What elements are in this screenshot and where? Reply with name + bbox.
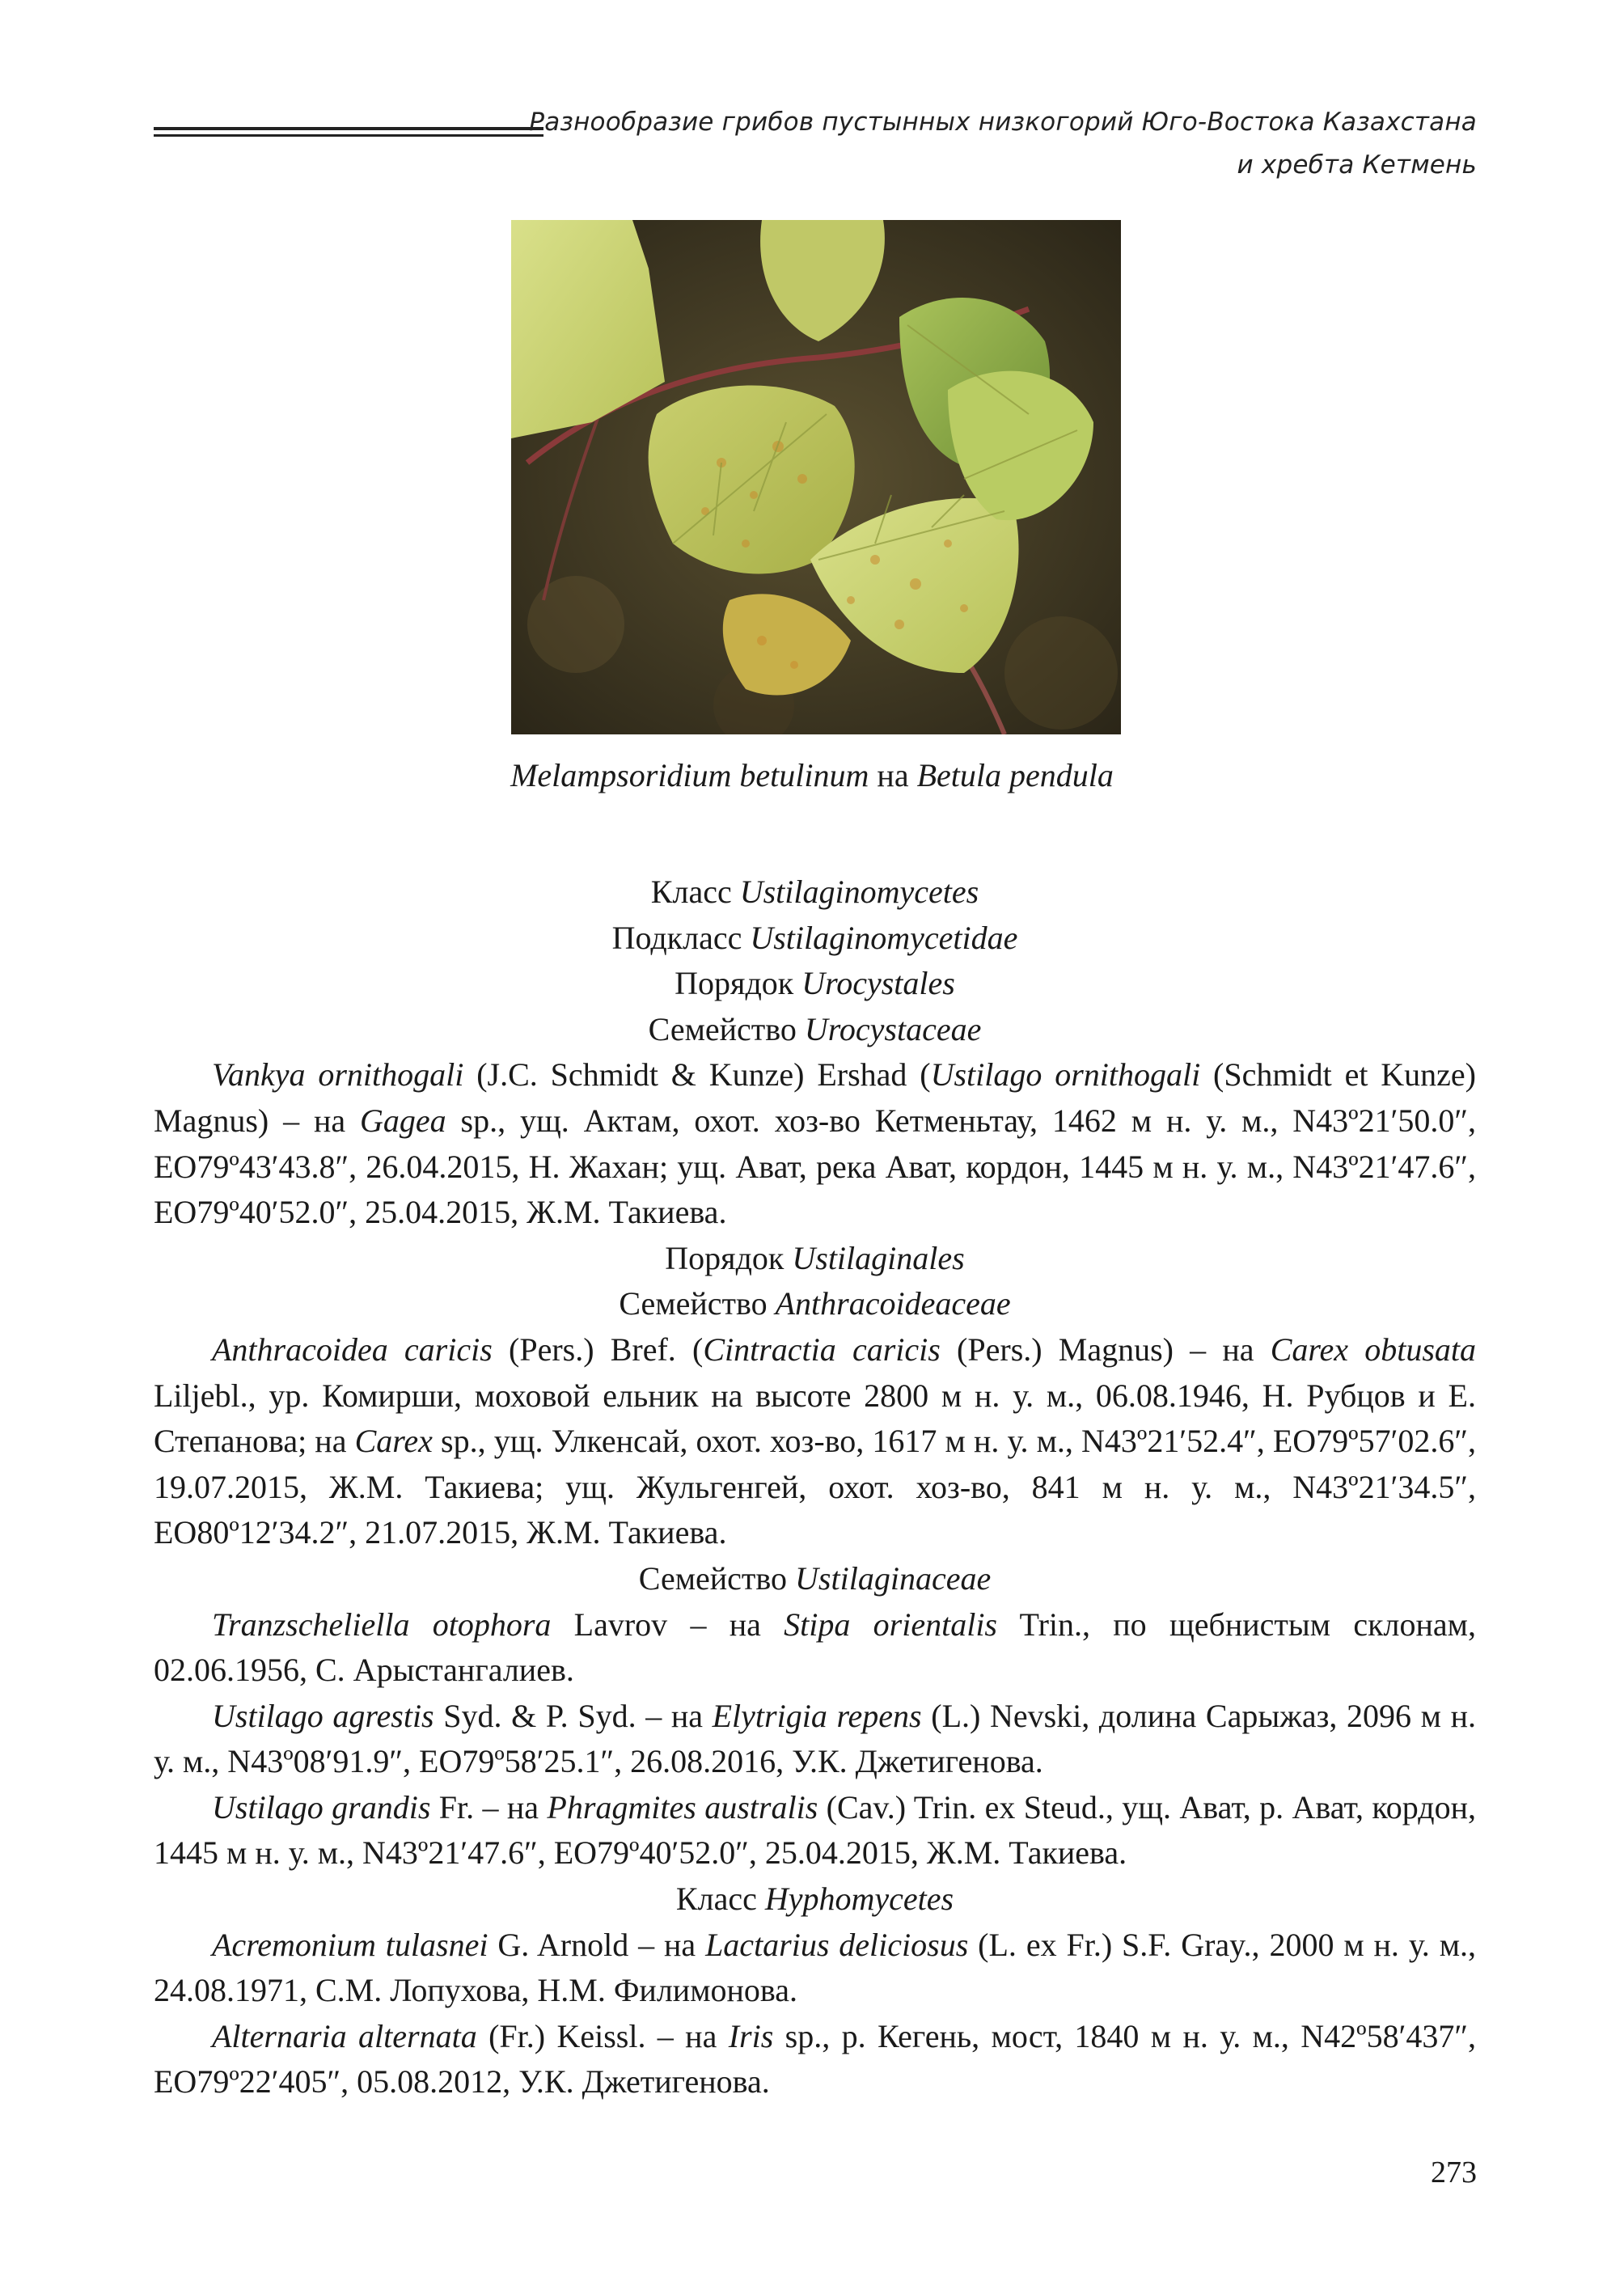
taxon-heading-order: Порядок Ustilaginales [665, 1239, 965, 1276]
record-tranzscheliella: Tranzscheliella otophora Lavrov – на Stipa orientalis Trin., по щебнистым склонам, 02.06.1956, С. Арыстангалиев. [154, 1606, 1476, 1689]
main-text [154, 869, 1476, 2105]
caption-fungus: Melampsoridium betulinum [510, 757, 869, 793]
record-ustilago-grandis: Ustilago grandis Fr. – на Phragmites australis (Cav.) Trin. ex Steud., ущ. Ават, р. Ават, кордон, 1445 м н. у. м., N43º21′47.6″, EO79º40′52.0″, 25.04.2015, Ж.М. Такиева. [154, 1788, 1476, 1872]
record-vankya: Vankya ornithogali (J.C. Schmidt & Kunze) Ershad (Ustilago ornithogali (Schmidt et Kunze) Magnus) – на Gagea sp., ущ. Актам, охот. хоз-во Кетменьтау, 1462 м н. у. м., N43º21′50.0″, EO79º43′43.8″, 26.04.2015, Н. Жахан; ущ. Ават, река Ават, кордон, 1445 м н. у. м., N43º21′47.6″, EO79º40′52.0″, 25.04.2015, Ж.М. Такиева. [154, 1056, 1476, 1231]
figure-caption [0, 756, 1624, 794]
taxon-heading-class: Класс Ustilaginomycetes [650, 874, 979, 910]
header-rule-top [154, 127, 543, 130]
taxon-heading-order: Порядок Urocystales [675, 965, 955, 1002]
page-number: 273 [1431, 2156, 1477, 2189]
taxon-heading-class: Класс Hyphomycetes [675, 1881, 954, 1918]
record-anthracoidea: Anthracoidea caricis (Pers.) Bref. (Cintractia caricis (Pers.) Magnus) – на Carex obtusata Liljebl., ур. Комирши, моховой ельник на высоте 2800 м н. у. м., 06.08.1946, Н. Рубцов и Е. Степанова; на Carex sp., ущ. Улкенсай, охот. хоз-во, 1617 м н. у. м., N43º21′52.4″, EO79º57′02.6″, 19.07.2015, Ж.М. Такиева; ущ. Жульгенгей, охот. хоз-во, 841 м н. у. м., N43º21′34.5″, EO80º12′34.2″, 21.07.2015, Ж.М. Такиева. [154, 1331, 1477, 1551]
record-ustilago-agrestis: Ustilago agrestis Syd. & P. Syd. – на Elytrigia repens (L.) Nevski, долина Сарыжаз, 2096 м н. у. м., N43º08′91.9″, EO79º58′25.1″, 26.08.2016, У.К. Джетигенова. [154, 1697, 1476, 1780]
header-rule-bottom [154, 134, 543, 137]
taxon-heading-subclass: Подкласс Ustilaginomycetidae [611, 919, 1018, 956]
birch-leaves-photo [511, 220, 1121, 734]
taxon-heading-family: Семейство Anthracoideaceae [619, 1285, 1011, 1322]
record-alternaria: Alternaria alternata (Fr.) Keissl. – на Iris sp., р. Кегень, мост, 1840 м н. у. м., N42º58′437″, EO79º22′405″, 05.08.2012, У.К. Джетигенова. [154, 2017, 1476, 2101]
running-head-line-1: Разнообразие грибов пустынных низкогорий Юго-Востока Казахстана [529, 108, 1477, 137]
taxon-heading-family: Семейство Ustilaginaceae [638, 1559, 992, 1597]
caption-host: Betula pendula [916, 757, 1114, 793]
taxon-heading-family: Семейство Urocystaceae [648, 1010, 982, 1047]
record-acremonium: Acremonium tulasnei G. Arnold – на Lactarius deliciosus (L. ex Fr.) S.F. Gray., 2000 м н. у. м., 24.08.1971, С.М. Лопухова, Н.М. Филимонова. [154, 1926, 1477, 2009]
caption-on: на [877, 757, 909, 793]
running-head-line-2: и хребта Кетмень [1237, 150, 1477, 180]
